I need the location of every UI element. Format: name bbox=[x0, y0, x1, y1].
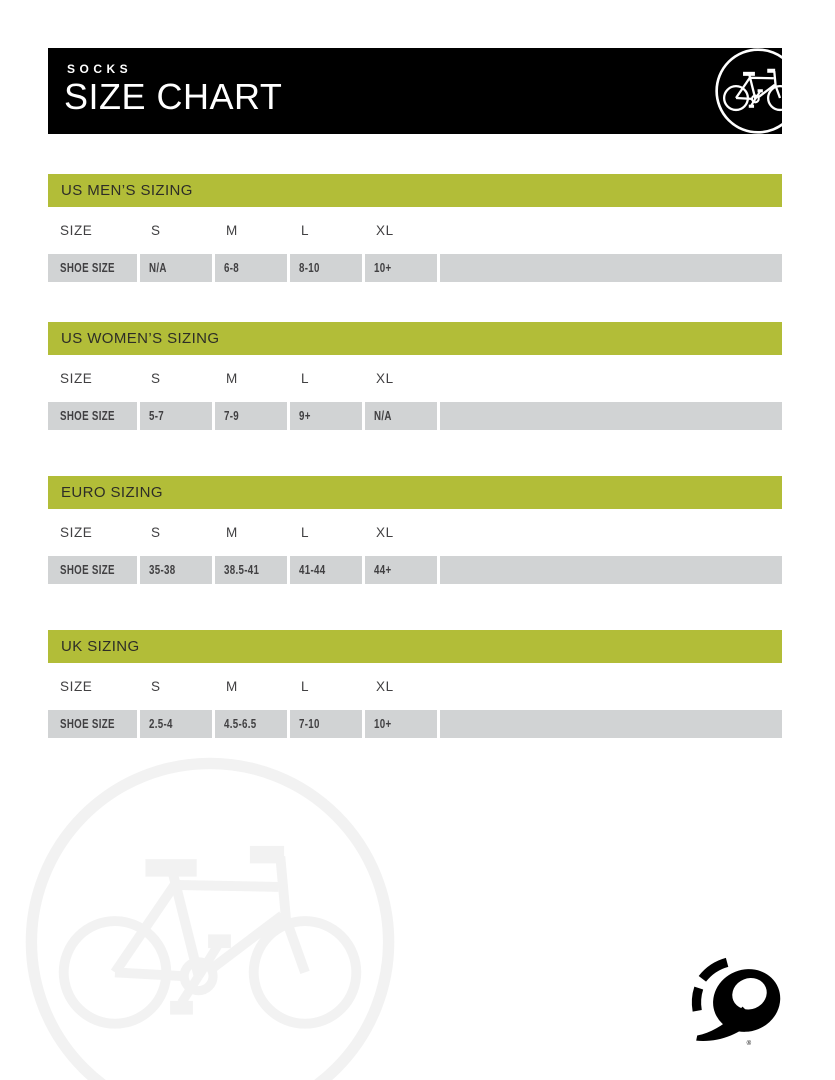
value-cell-l: 9+ bbox=[290, 402, 362, 430]
column-header-m: M bbox=[226, 679, 238, 694]
registered-mark: ® bbox=[746, 1039, 752, 1046]
section-us-mens-sizing bbox=[48, 174, 782, 282]
row-label-cell: SHOE SIZE bbox=[48, 710, 137, 738]
bicycle-circle-icon bbox=[714, 48, 782, 134]
column-header-row bbox=[48, 207, 782, 254]
shoe-size-row bbox=[48, 710, 782, 738]
column-header-m: M bbox=[226, 371, 238, 386]
column-header-size: SIZE bbox=[60, 371, 93, 386]
empty-cell bbox=[440, 556, 782, 584]
column-header-xl: XL bbox=[376, 525, 394, 540]
empty-cell bbox=[440, 402, 782, 430]
column-header-row bbox=[48, 509, 782, 556]
shoe-size-row bbox=[48, 254, 782, 282]
bicycle-watermark bbox=[20, 752, 400, 1080]
column-header-s: S bbox=[151, 223, 161, 238]
column-header-row bbox=[48, 355, 782, 402]
value-cell-s: N/A bbox=[140, 254, 212, 282]
value-cell-xl: 10+ bbox=[365, 254, 437, 282]
value-cell-xl: 44+ bbox=[365, 556, 437, 584]
value-cell-m: 7-9 bbox=[215, 402, 287, 430]
header-bar bbox=[48, 48, 782, 134]
column-header-size: SIZE bbox=[60, 223, 93, 238]
column-header-s: S bbox=[151, 525, 161, 540]
section-title-bar bbox=[48, 476, 782, 509]
column-header-s: S bbox=[151, 679, 161, 694]
shoe-size-row bbox=[48, 556, 782, 584]
value-cell-s: 2.5-4 bbox=[140, 710, 212, 738]
section-title: US WOMEN’S SIZING bbox=[61, 330, 220, 347]
value-cell-m: 4.5-6.5 bbox=[215, 710, 287, 738]
column-header-m: M bbox=[226, 525, 238, 540]
shoe-size-row bbox=[48, 402, 782, 430]
column-header-xl: XL bbox=[376, 679, 394, 694]
section-title: EURO SIZING bbox=[61, 484, 163, 501]
value-cell-s: 5-7 bbox=[140, 402, 212, 430]
value-cell-l: 7-10 bbox=[290, 710, 362, 738]
row-label-cell: SHOE SIZE bbox=[48, 254, 137, 282]
section-title: UK SIZING bbox=[61, 638, 140, 655]
section-us-womens-sizing bbox=[48, 322, 782, 430]
column-header-l: L bbox=[301, 223, 310, 238]
value-cell-l: 8-10 bbox=[290, 254, 362, 282]
value-cell-s: 35-38 bbox=[140, 556, 212, 584]
column-header-size: SIZE bbox=[60, 525, 93, 540]
column-header-row bbox=[48, 663, 782, 710]
value-cell-xl: N/A bbox=[365, 402, 437, 430]
column-header-l: L bbox=[301, 679, 310, 694]
section-euro-sizing bbox=[48, 476, 782, 584]
row-label-cell: SHOE SIZE bbox=[48, 402, 137, 430]
column-header-l: L bbox=[301, 371, 310, 386]
value-cell-l: 41-44 bbox=[290, 556, 362, 584]
section-title: US MEN’S SIZING bbox=[61, 182, 193, 199]
column-header-m: M bbox=[226, 223, 238, 238]
header-kicker: SOCKS bbox=[67, 62, 133, 76]
row-label-cell: SHOE SIZE bbox=[48, 556, 137, 584]
empty-cell bbox=[440, 710, 782, 738]
page-title: SIZE CHART bbox=[64, 76, 283, 117]
section-title-bar bbox=[48, 630, 782, 663]
empty-cell bbox=[440, 254, 782, 282]
column-header-size: SIZE bbox=[60, 679, 93, 694]
section-uk-sizing bbox=[48, 630, 782, 738]
section-title-bar bbox=[48, 174, 782, 207]
value-cell-m: 6-8 bbox=[215, 254, 287, 282]
column-header-l: L bbox=[301, 525, 310, 540]
pearl-izumi-logo bbox=[690, 957, 793, 1046]
column-header-xl: XL bbox=[376, 371, 394, 386]
value-cell-m: 38.5-41 bbox=[215, 556, 287, 584]
column-header-xl: XL bbox=[376, 223, 394, 238]
value-cell-xl: 10+ bbox=[365, 710, 437, 738]
column-header-s: S bbox=[151, 371, 161, 386]
section-title-bar bbox=[48, 322, 782, 355]
